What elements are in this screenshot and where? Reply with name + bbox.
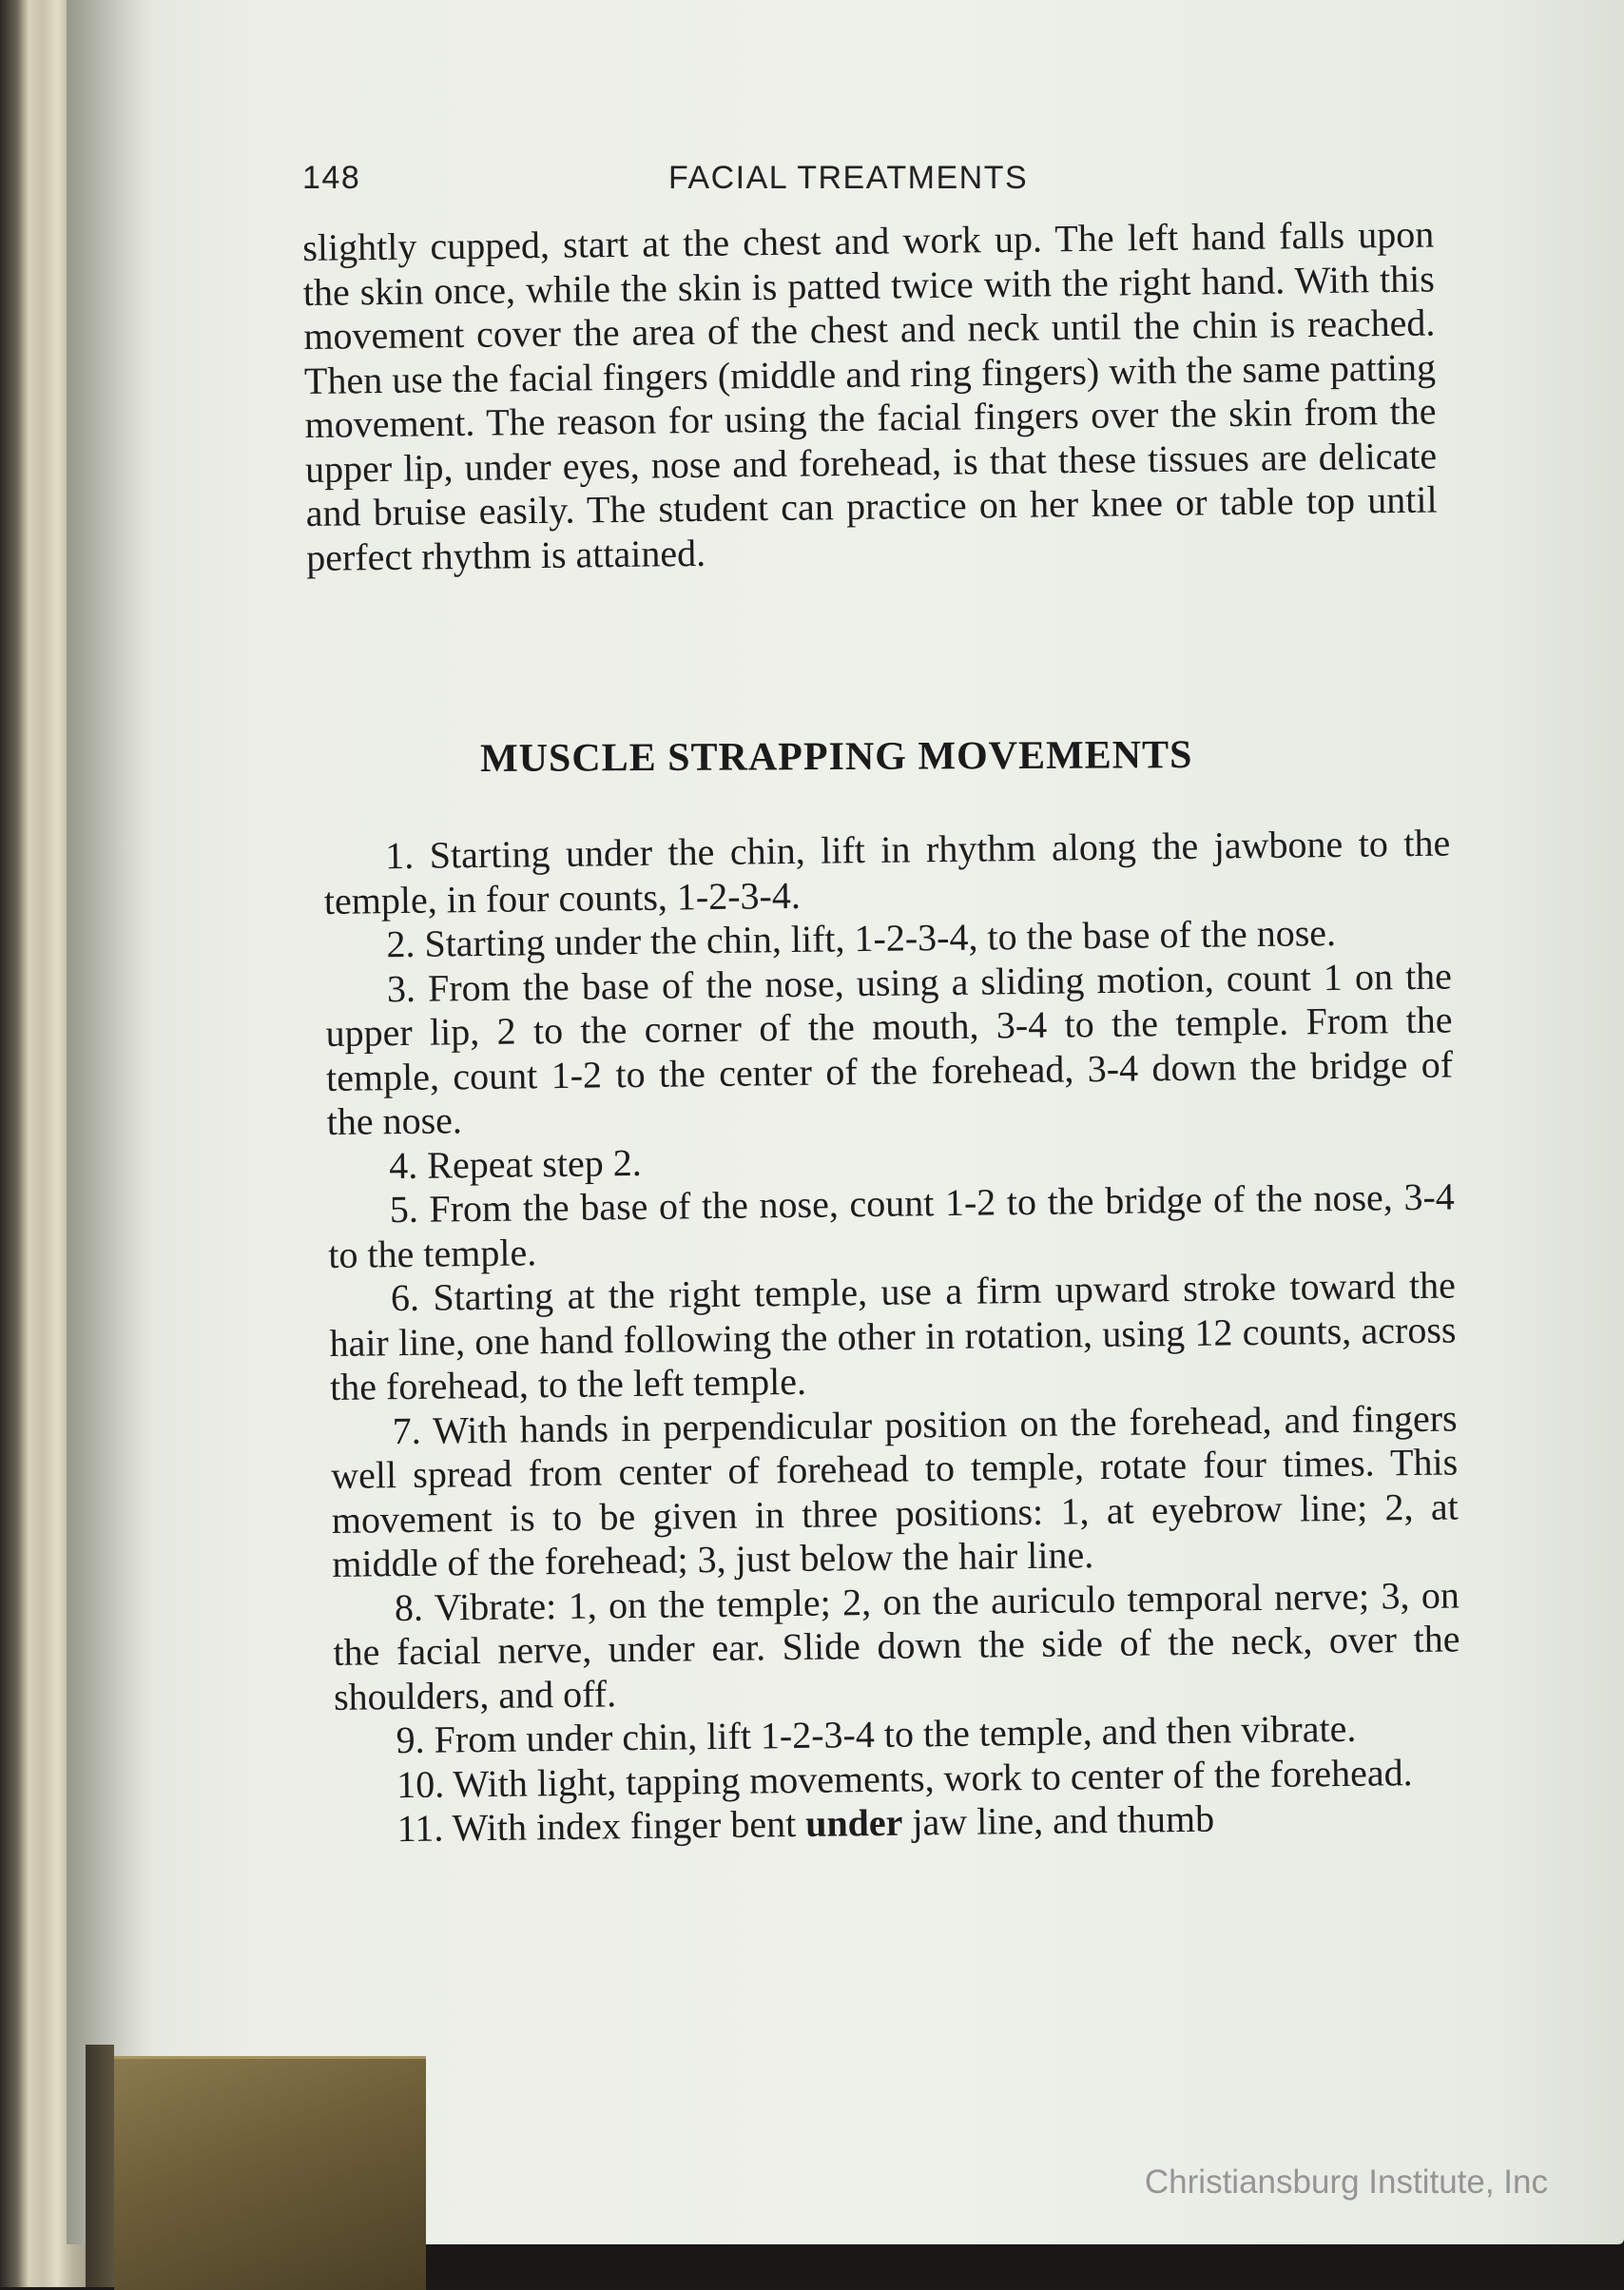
gutter-shadow: [67, 0, 152, 2244]
page-number: 148: [302, 160, 361, 196]
step-1: 1. Starting under the chin, lift in rhythm along the jawbone to the temple, in four counts, 1-2-3-4.: [323, 821, 1451, 922]
section-heading: MUSCLE STRAPPING MOVEMENTS: [479, 733, 1193, 781]
step-8: 8. Vibrate: 1, on the temple; 2, on the auriculo temporal nerve; 3, on the facial nerve, under ear. Slide down the side of the neck, over the shoulders, and off.: [333, 1572, 1460, 1718]
step-9: 9. From under chin, lift 1-2-3-4 to the temple, and then vibrate.: [396, 1706, 1357, 1762]
step-5: 5. From the base of the nose, count 1-2 to the bridge of the nose, 3-4 to the temple.: [328, 1174, 1456, 1276]
page-header: [302, 160, 1329, 202]
running-head: FACIAL TREATMENTS: [668, 160, 1029, 196]
step-11-end: jaw line, and thumb: [902, 1796, 1215, 1844]
step-10: 10. With light, tapping movements, work to center of the forehead.: [396, 1750, 1413, 1806]
watermark: Christiansburg Institute, Inc: [1144, 2164, 1548, 2201]
step-4: 4. Repeat step 2.: [388, 1140, 643, 1187]
background-band: [426, 2244, 1624, 2287]
steps-list: [323, 822, 1462, 1853]
step-3: 3. From the base of the nose, using a sliding motion, count 1 on the upper lip, 2 to the corner of the mouth, 3-4 to the temple. From the temple, count 1-2 to the center of the forehead, 3-4 down the bridge of the nose.: [325, 954, 1454, 1143]
step-11-emphasis: under: [804, 1800, 903, 1845]
step-11-start: 11. With index finger bent: [396, 1801, 806, 1851]
step-7: 7. With hands in perpendicular position on the forehead, and fingers well spread from center of forehead to temple, rotate four times. This movement is to be given in three positions: 1, at eyebrow line; 2, at middle of the forehead; 3, just below the hair line.: [330, 1395, 1459, 1585]
step-6: 6. Starting at the right temple, use a firm upward stroke toward the hair line, one hand following the other in rotation, using 12 counts, across the forehead, to the left temple.: [329, 1263, 1457, 1408]
paragraph-text: slightly cupped, start at the chest and work up. The left hand falls upon the skin once, while the skin is patted twice with the right hand. With this movement cover the area of the chest and neck until the chin is reached. Then use the facial fingers (middle and ring fingers) with the same patting movement. The reason for using the facial fingers over the skin from the upper lip, under eyes, nose and forehead, is that these tissues are delicate and bruise easily. The student can practice on her knee or table top until perfect rhythm is attained.: [302, 212, 1438, 579]
page-clip: [114, 2056, 426, 2290]
clip-shadow: [86, 2045, 114, 2287]
step-2: 2. Starting under the chin, lift, 1-2-3-4, to the base of the nose.: [386, 910, 1337, 966]
continuation-paragraph: [302, 212, 1438, 580]
